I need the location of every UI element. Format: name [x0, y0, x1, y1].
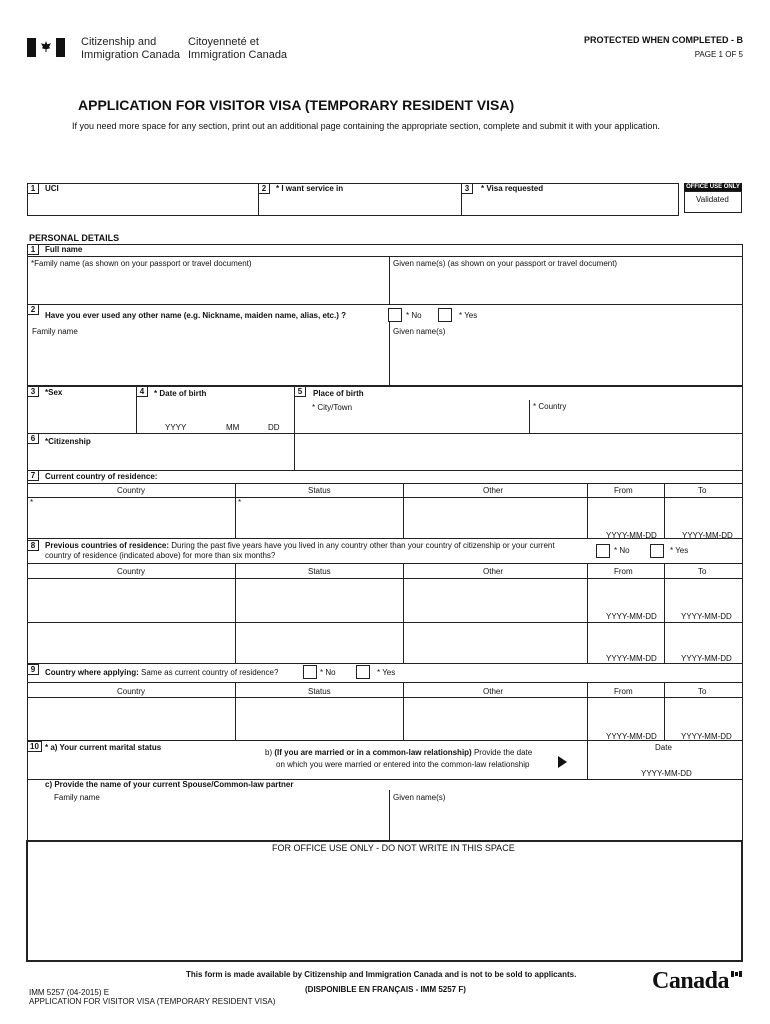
- sex-select[interactable]: [28, 400, 135, 433]
- canada-wordmark-flag-icon: [731, 971, 742, 977]
- section-number: 10: [27, 741, 42, 752]
- previous-residence-text2: country of residence (indicated above) for more than six months?: [45, 551, 276, 560]
- spouse-given-names-input[interactable]: [390, 804, 742, 840]
- col-status: Status: [308, 486, 331, 495]
- divider: [27, 682, 743, 683]
- pob-country-input[interactable]: [531, 414, 741, 432]
- section-number: 2: [258, 183, 270, 194]
- previous-from-1-input[interactable]: [588, 579, 663, 611]
- other-given-names-label: Given name(s): [393, 327, 446, 336]
- col-status: Status: [308, 567, 331, 576]
- applying-country-input[interactable]: [28, 698, 234, 740]
- marriage-date-text2: on which you were married or entered into the common-law relationship: [276, 760, 530, 769]
- citizenship-label: *Citizenship: [45, 437, 91, 446]
- previous-yes-label: * Yes: [670, 546, 689, 555]
- date-format-hint: YYYY-MM-DD: [606, 732, 657, 741]
- col-country: Country: [117, 486, 146, 495]
- dept-en-line1: Citizenship and: [81, 36, 157, 48]
- col-other: Other: [483, 687, 504, 696]
- date-format-hint: YYYY-MM-DD: [641, 769, 692, 778]
- visa-requested-label: * Visa requested: [481, 184, 544, 193]
- arrow-right-icon: [558, 756, 567, 768]
- divider: [587, 740, 588, 780]
- marriage-date-input[interactable]: [592, 754, 740, 768]
- other-name-yes-checkbox[interactable]: [438, 308, 452, 322]
- canada-wordmark: Canada: [652, 968, 730, 994]
- col-from: From: [614, 486, 633, 495]
- date-format-hint: YYYY-MM-DD: [681, 732, 732, 741]
- sex-label: *Sex: [45, 388, 63, 397]
- col-to: To: [698, 687, 707, 696]
- given-names-input[interactable]: [390, 270, 742, 304]
- protected-label: PROTECTED WHEN COMPLETED - B: [584, 35, 743, 45]
- section-number: 3: [461, 183, 473, 194]
- other-given-names-input[interactable]: [390, 338, 742, 385]
- previous-status-2-select[interactable]: [236, 623, 402, 663]
- given-names-label: Given name(s) (as shown on your passport or travel document): [393, 259, 618, 268]
- section-number: 6: [27, 433, 39, 444]
- applying-status-select[interactable]: [236, 698, 402, 740]
- current-country-input[interactable]: [28, 498, 234, 538]
- form-title: APPLICATION FOR VISITOR VISA (TEMPORARY RESIDENT VISA): [78, 97, 515, 113]
- applying-to-input[interactable]: [665, 698, 742, 730]
- country-applying-question: [45, 668, 278, 677]
- section-number: 2: [27, 304, 39, 315]
- pob-city-input[interactable]: [300, 414, 528, 432]
- marital-status-select[interactable]: [44, 755, 258, 777]
- section-number: 5: [294, 386, 306, 397]
- col-country: Country: [117, 567, 146, 576]
- dept-name-fr: [188, 36, 287, 62]
- previous-no-label: * No: [614, 546, 630, 555]
- marriage-date-label: Date: [655, 743, 672, 752]
- section-number: 7: [27, 470, 39, 481]
- citizenship-select[interactable]: [295, 434, 742, 470]
- previous-to-1-input[interactable]: [665, 579, 742, 611]
- other-name-question: Have you ever used any other name (e.g. Nickname, maiden name, alias, etc.) ?: [45, 311, 347, 320]
- instruction-text: If you need more space for any section, print out an additional page containing the appropriate section, complete and submit it with your application.: [72, 121, 660, 131]
- applying-same-no-checkbox[interactable]: [303, 665, 317, 679]
- office-use-heading: FOR OFFICE USE ONLY - DO NOT WRITE IN THIS SPACE: [272, 843, 515, 853]
- marital-status-label: * a) Your current marital status: [45, 743, 162, 752]
- applying-no-label: * No: [320, 668, 336, 677]
- marriage-date-bold: (If you are married or in a common-law relationship): [274, 748, 472, 757]
- required-mark: *: [30, 498, 34, 507]
- validated-label: Validated: [696, 195, 729, 204]
- dept-fr-line2: Immigration Canada: [188, 49, 288, 61]
- previous-to-2-input[interactable]: [665, 623, 742, 653]
- dob-mm-label: MM: [226, 423, 240, 432]
- personal-details-heading: PERSONAL DETAILS: [29, 233, 120, 243]
- date-format-hint: YYYY-MM-DD: [682, 531, 733, 540]
- current-other-input[interactable]: [404, 498, 586, 538]
- previous-other-1-input[interactable]: [404, 579, 586, 621]
- col-status: Status: [308, 687, 331, 696]
- col-to: To: [698, 567, 707, 576]
- previous-residence-no-checkbox[interactable]: [596, 544, 610, 558]
- applying-other-input[interactable]: [404, 698, 586, 740]
- previous-from-2-input[interactable]: [588, 623, 663, 653]
- current-residence-label: Current country of residence:: [45, 472, 158, 481]
- dob-input[interactable]: [140, 402, 292, 422]
- footer-french: (DISPONIBLE EN FRANÇAIS - IMM 5257 F): [305, 985, 466, 994]
- col-to: To: [698, 486, 707, 495]
- previous-residence-text: During the past five years have you lived in any country other than your country of citizenship or your current: [169, 541, 555, 550]
- date-format-hint: YYYY-MM-DD: [606, 654, 657, 663]
- service-language-label: * I want service in: [276, 184, 344, 193]
- other-name-no-label: * No: [406, 311, 422, 320]
- section-number: 8: [27, 540, 39, 551]
- spouse-family-name-label: Family name: [54, 793, 100, 802]
- previous-other-2-input[interactable]: [404, 623, 586, 663]
- spouse-given-names-label: Given name(s): [393, 793, 446, 802]
- other-name-yes-label: * Yes: [459, 311, 478, 320]
- dob-label: * Date of birth: [154, 389, 207, 398]
- pob-country-label: * Country: [533, 402, 567, 411]
- marriage-date-prefix: b): [265, 748, 275, 757]
- col-country: Country: [117, 687, 146, 696]
- spouse-name-heading: c) Provide the name of your current Spouse/Common-law partner: [45, 780, 294, 789]
- divider: [529, 400, 530, 434]
- other-family-name-label: Family name: [32, 327, 78, 336]
- date-format-hint: YYYY-MM-DD: [606, 531, 657, 540]
- page-number: PAGE 1 OF 5: [694, 50, 743, 59]
- divider: [27, 563, 743, 564]
- pob-label: Place of birth: [313, 389, 364, 398]
- previous-residence-bold: Previous countries of residence:: [45, 541, 170, 550]
- divider: [27, 256, 743, 257]
- applying-from-input[interactable]: [588, 698, 663, 730]
- uci-label: UCI: [45, 184, 59, 193]
- marriage-date-question: [265, 748, 532, 757]
- divider: [27, 483, 743, 484]
- date-format-hint: YYYY-MM-DD: [681, 612, 732, 621]
- previous-residence-yes-checkbox[interactable]: [650, 544, 664, 558]
- family-name-input[interactable]: [28, 270, 388, 304]
- required-mark: *: [238, 498, 242, 507]
- marriage-date-text: Provide the date: [471, 748, 533, 757]
- form-title-footer: APPLICATION FOR VISITOR VISA (TEMPORARY RESIDENT VISA): [29, 997, 276, 1006]
- dob-dd-label: DD: [268, 423, 280, 432]
- dept-en-line2: Immigration Canada: [81, 49, 181, 61]
- dept-name-en: [81, 36, 180, 62]
- office-use-area: [26, 840, 743, 962]
- section-number: 3: [27, 386, 39, 397]
- office-use-badge: OFFICE USE ONLY: [684, 183, 742, 192]
- section-number: 1: [27, 244, 39, 255]
- col-other: Other: [483, 486, 504, 495]
- col-from: From: [614, 567, 633, 576]
- current-to-input[interactable]: [665, 498, 742, 530]
- col-other: Other: [483, 567, 504, 576]
- section-number: 9: [27, 664, 39, 675]
- applying-same-yes-checkbox[interactable]: [356, 665, 370, 679]
- previous-country-1-input[interactable]: [28, 579, 234, 621]
- full-name-label: Full name: [45, 245, 83, 254]
- family-name-label: *Family name (as shown on your passport or travel document): [31, 259, 252, 268]
- previous-residence-question: [45, 541, 555, 550]
- previous-country-2-input[interactable]: [28, 623, 234, 663]
- canada-flag-logo: [27, 38, 65, 57]
- col-from: From: [614, 687, 633, 696]
- other-family-name-input[interactable]: [28, 338, 388, 385]
- footer-notice: This form is made available by Citizenship and Immigration Canada and is not to be sold to applicants.: [186, 970, 577, 979]
- uci-field-box[interactable]: [27, 183, 259, 216]
- country-applying-bold: Country where applying:: [45, 668, 139, 677]
- section-number: 1: [27, 183, 39, 194]
- date-format-hint: YYYY-MM-DD: [681, 654, 732, 663]
- previous-status-1-select[interactable]: [236, 579, 402, 621]
- country-applying-text: Same as current country of residence?: [141, 668, 279, 677]
- spouse-family-name-input[interactable]: [28, 804, 388, 840]
- section-number: 4: [136, 386, 148, 397]
- other-name-no-checkbox[interactable]: [388, 308, 402, 322]
- applying-yes-label: * Yes: [377, 668, 396, 677]
- dept-fr-line1: Citoyenneté et: [188, 36, 259, 48]
- current-from-input[interactable]: [588, 498, 663, 530]
- pob-city-label: * City/Town: [312, 403, 353, 412]
- form-id: IMM 5257 (04-2015) E: [29, 988, 110, 997]
- dob-yyyy-label: YYYY: [165, 423, 187, 432]
- current-status-select[interactable]: [236, 498, 402, 538]
- date-format-hint: YYYY-MM-DD: [606, 612, 657, 621]
